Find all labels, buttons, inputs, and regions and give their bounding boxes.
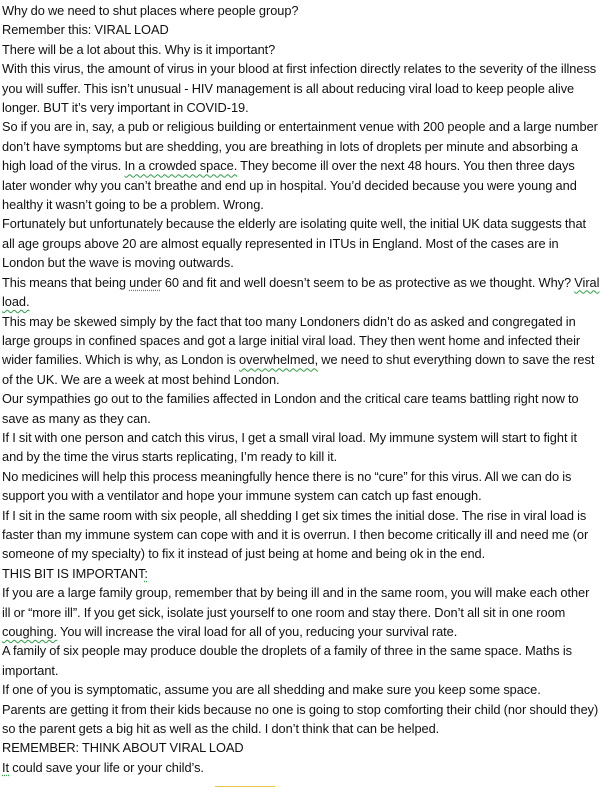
text-run: This may be skewed simply by the fact that too many Londoners didn’t do as asked and congregated in large groups in confined spaces and got a large initial viral load. They then went home and infected their wider families. Which is why, as London is xyxy=(2,313,581,368)
text-run: 60 and fit and well doesn’t seem to be as protective as we thought. Why? xyxy=(161,274,575,290)
paragraph: Fortunately but unfortunately because the elderly are isolating quite well, the initial UK data suggests that all age groups above 20 are almost equally represented in ITUs in England. Most of the cases are in London but the wave is moving outwards. xyxy=(2,216,587,271)
grammar-flagged-text: In a crowded space. xyxy=(124,158,238,174)
paragraph: Our sympathies go out to the families affected in London and the critical care teams battling right now to save as many as they can. xyxy=(2,391,579,426)
grammar-flagged-text: coughing. xyxy=(2,624,58,639)
text-run: This means that being xyxy=(2,274,130,290)
paragraph: REMEMBER: THINK ABOUT VIRAL LOAD xyxy=(2,740,244,756)
paragraph: If one of you is symptomatic, assume you are all shedding and make sure you keep some space. xyxy=(2,682,541,698)
paragraph xyxy=(2,117,600,214)
paragraph: Why do we need to shut places where people group? xyxy=(2,3,299,18)
grammar-flagged-text: : xyxy=(144,565,148,581)
paragraph: No medicines will help this process meaningfully hence there is no “cure” for this virus. All we can do is support you with a ventilator and hope your immune system can catch up fast enough. xyxy=(2,468,572,504)
text-run: So if you are in, say, a pub or religious building or entertainment venue with 200 people and a large number don’t have symptoms but are shedding, you are breathing in lots of droplets per minute and absorbing a high load of the virus. xyxy=(2,119,598,174)
grammar-flagged-text: Viral load. xyxy=(2,274,600,310)
text-run: we need to shut everything down to save the rest of the UK. We are a week at most behind London. xyxy=(2,352,595,387)
paragraph xyxy=(2,758,600,777)
text-run: THIS BIT IS IMPORTANT xyxy=(2,565,145,581)
paragraph: There will be a lot about this. Why is it important? xyxy=(2,41,276,57)
paragraph xyxy=(2,583,600,641)
paragraph xyxy=(2,273,600,312)
paragraph: If I sit with one person and catch this virus, I get a small viral load. My immune system will start to fight it and by the time the virus starts replicating, I’m ready to kill it. xyxy=(2,429,577,465)
grammar-flagged-text: overwhelmed, xyxy=(239,352,319,368)
highlight-fragment xyxy=(215,786,275,790)
paragraph: Remember this: VIRAL LOAD xyxy=(2,22,169,38)
text-run: You will increase the viral load for all of you, reducing your survival rate. xyxy=(57,624,458,639)
grammar-flagged-text: under xyxy=(129,274,162,290)
text-run: If you are a large family group, remember that by being ill and in the same room, you will make each other ill or “more ill”. If you get sick, isolate just yourself to one room and stay there. Don’t all sit in one room xyxy=(2,585,590,620)
paragraph: Parents are getting it from their kids because no one is going to stop comforting their child (nor should they) so the parent gets a big hit as well as the child. I don’t think that can be helped. xyxy=(2,701,599,737)
text-run: They become ill over the next 48 hours. You then three days later wonder why you can’t breathe and end up in hospital. You’d decided because you were young and healthy it wasn’t going to be a problem. Wrong. xyxy=(2,158,577,213)
paragraph: With this virus, the amount of virus in your blood at first infection directly relates to the severity of the illness you will suffer. This isn’t unusual - HIV management is all about reducing viral load to keep people alive longer. BUT it’s very important in COVID-19. xyxy=(2,61,597,116)
paragraph xyxy=(2,564,600,583)
paragraph: If I sit in the same room with six people, all shedding I get six times the initial dose. The rise in viral load is faster than my immune system can cope with and it is overrun. I then become critically ill and need me (or someone of my specialty) to fix it instead of just being at home and being ok in the end. xyxy=(2,507,589,562)
paragraph xyxy=(2,312,600,390)
text-run: could save your life or your child’s. xyxy=(9,759,204,775)
grammar-flagged-text: It xyxy=(2,759,10,775)
paragraph: A family of six people may produce double the droplets of a family of three in the same space. Maths is important. xyxy=(2,643,572,678)
